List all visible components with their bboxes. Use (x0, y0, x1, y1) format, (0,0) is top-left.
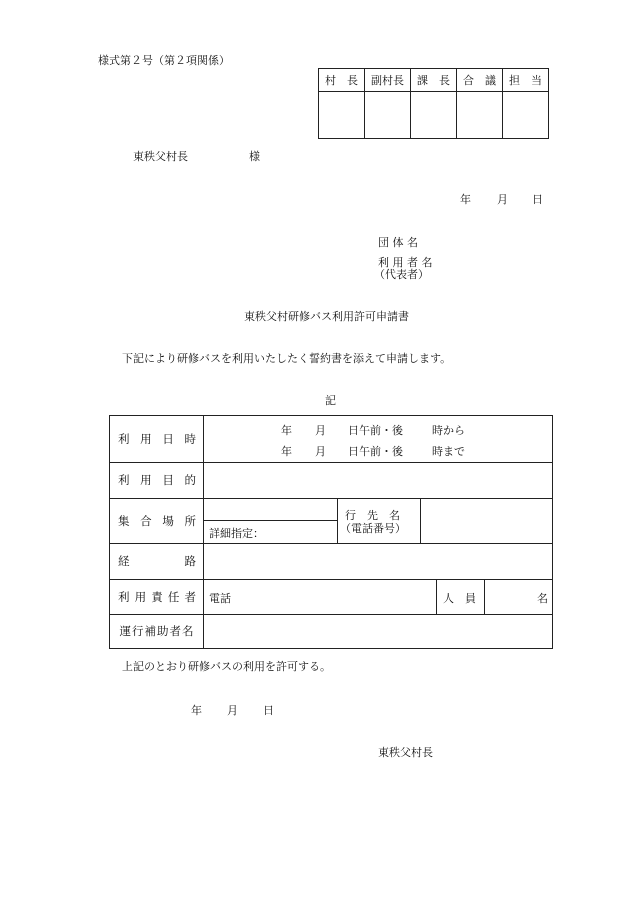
application-table (109, 415, 553, 649)
responsible-person-label: 利 用 責 任 者 (118, 589, 196, 604)
assistant-field[interactable] (204, 615, 552, 648)
date-to-time: 時まで (432, 445, 465, 458)
usage-datetime-label: 利 用 日 時 (118, 432, 196, 446)
date-from-ampm: 日午前・後 (348, 424, 403, 437)
usage-purpose-label: 利 用 目 的 (118, 473, 196, 487)
approval-date-day: 日 (263, 704, 274, 717)
approval-col-head: 課 長 (411, 69, 457, 92)
issuer-name: 東秩父村長 (378, 746, 433, 759)
approval-col-head: 副村長 (365, 69, 411, 92)
destination-label: 行 先 名 (345, 509, 400, 522)
destination-phone-label: （電話番号） (340, 522, 406, 535)
date-month: 月 (497, 193, 508, 206)
approval-text: 上記のとおり研修バスの利用を許可する。 (122, 660, 331, 673)
approval-date-month: 月 (227, 704, 238, 717)
ki-heading: 記 (325, 394, 336, 407)
meeting-place-label: 集 合 場 所 (118, 513, 196, 528)
approval-stamp-cell[interactable] (503, 92, 549, 139)
date-year: 年 (460, 193, 471, 206)
route-label: 経 路 (118, 554, 196, 568)
document-title: 東秩父村研修バス利用許可申請書 (244, 310, 409, 323)
meeting-place-field[interactable] (204, 499, 337, 520)
approval-col-head: 村 長 (319, 69, 365, 92)
usage-purpose-field[interactable] (204, 463, 552, 498)
date-from-time: 時から (432, 424, 465, 437)
approval-col-head: 担 当 (503, 69, 549, 92)
people-unit: 名 (537, 592, 548, 605)
phone-label: 電話 (209, 592, 231, 605)
group-name-label: 団 体 名 (378, 236, 418, 249)
approval-col-head: 合 議 (457, 69, 503, 92)
detail-spec-label: 詳細指定： (209, 527, 264, 540)
approval-date-year: 年 (191, 704, 202, 717)
form-number: 様式第２号（第２項関係） (98, 54, 230, 67)
user-name-label: 利 用 者 名 (378, 256, 433, 269)
date-day: 日 (532, 193, 543, 206)
assistant-label: 運行補助者名 (119, 624, 195, 638)
addressee-honorific: 様 (249, 150, 260, 163)
approval-stamp-table (318, 68, 549, 139)
approval-stamp-cell[interactable] (319, 92, 365, 139)
people-count-label: 人 員 (443, 592, 476, 605)
approval-stamp-cell[interactable] (365, 92, 411, 139)
representative-label: （代表者） (374, 268, 429, 281)
approval-stamp-cell[interactable] (411, 92, 457, 139)
date-to-month: 月 (315, 445, 326, 458)
route-field[interactable] (204, 544, 552, 579)
addressee-name: 東秩父村長 (133, 150, 188, 163)
approval-stamp-cell[interactable] (457, 92, 503, 139)
intro-text: 下記により研修バスを利用いたしたく誓約書を添えて申請します。 (122, 352, 452, 365)
destination-field[interactable] (421, 499, 552, 543)
date-from-year: 年 (281, 424, 292, 437)
date-to-year: 年 (281, 445, 292, 458)
date-to-ampm: 日午前・後 (348, 445, 403, 458)
date-from-month: 月 (315, 424, 326, 437)
